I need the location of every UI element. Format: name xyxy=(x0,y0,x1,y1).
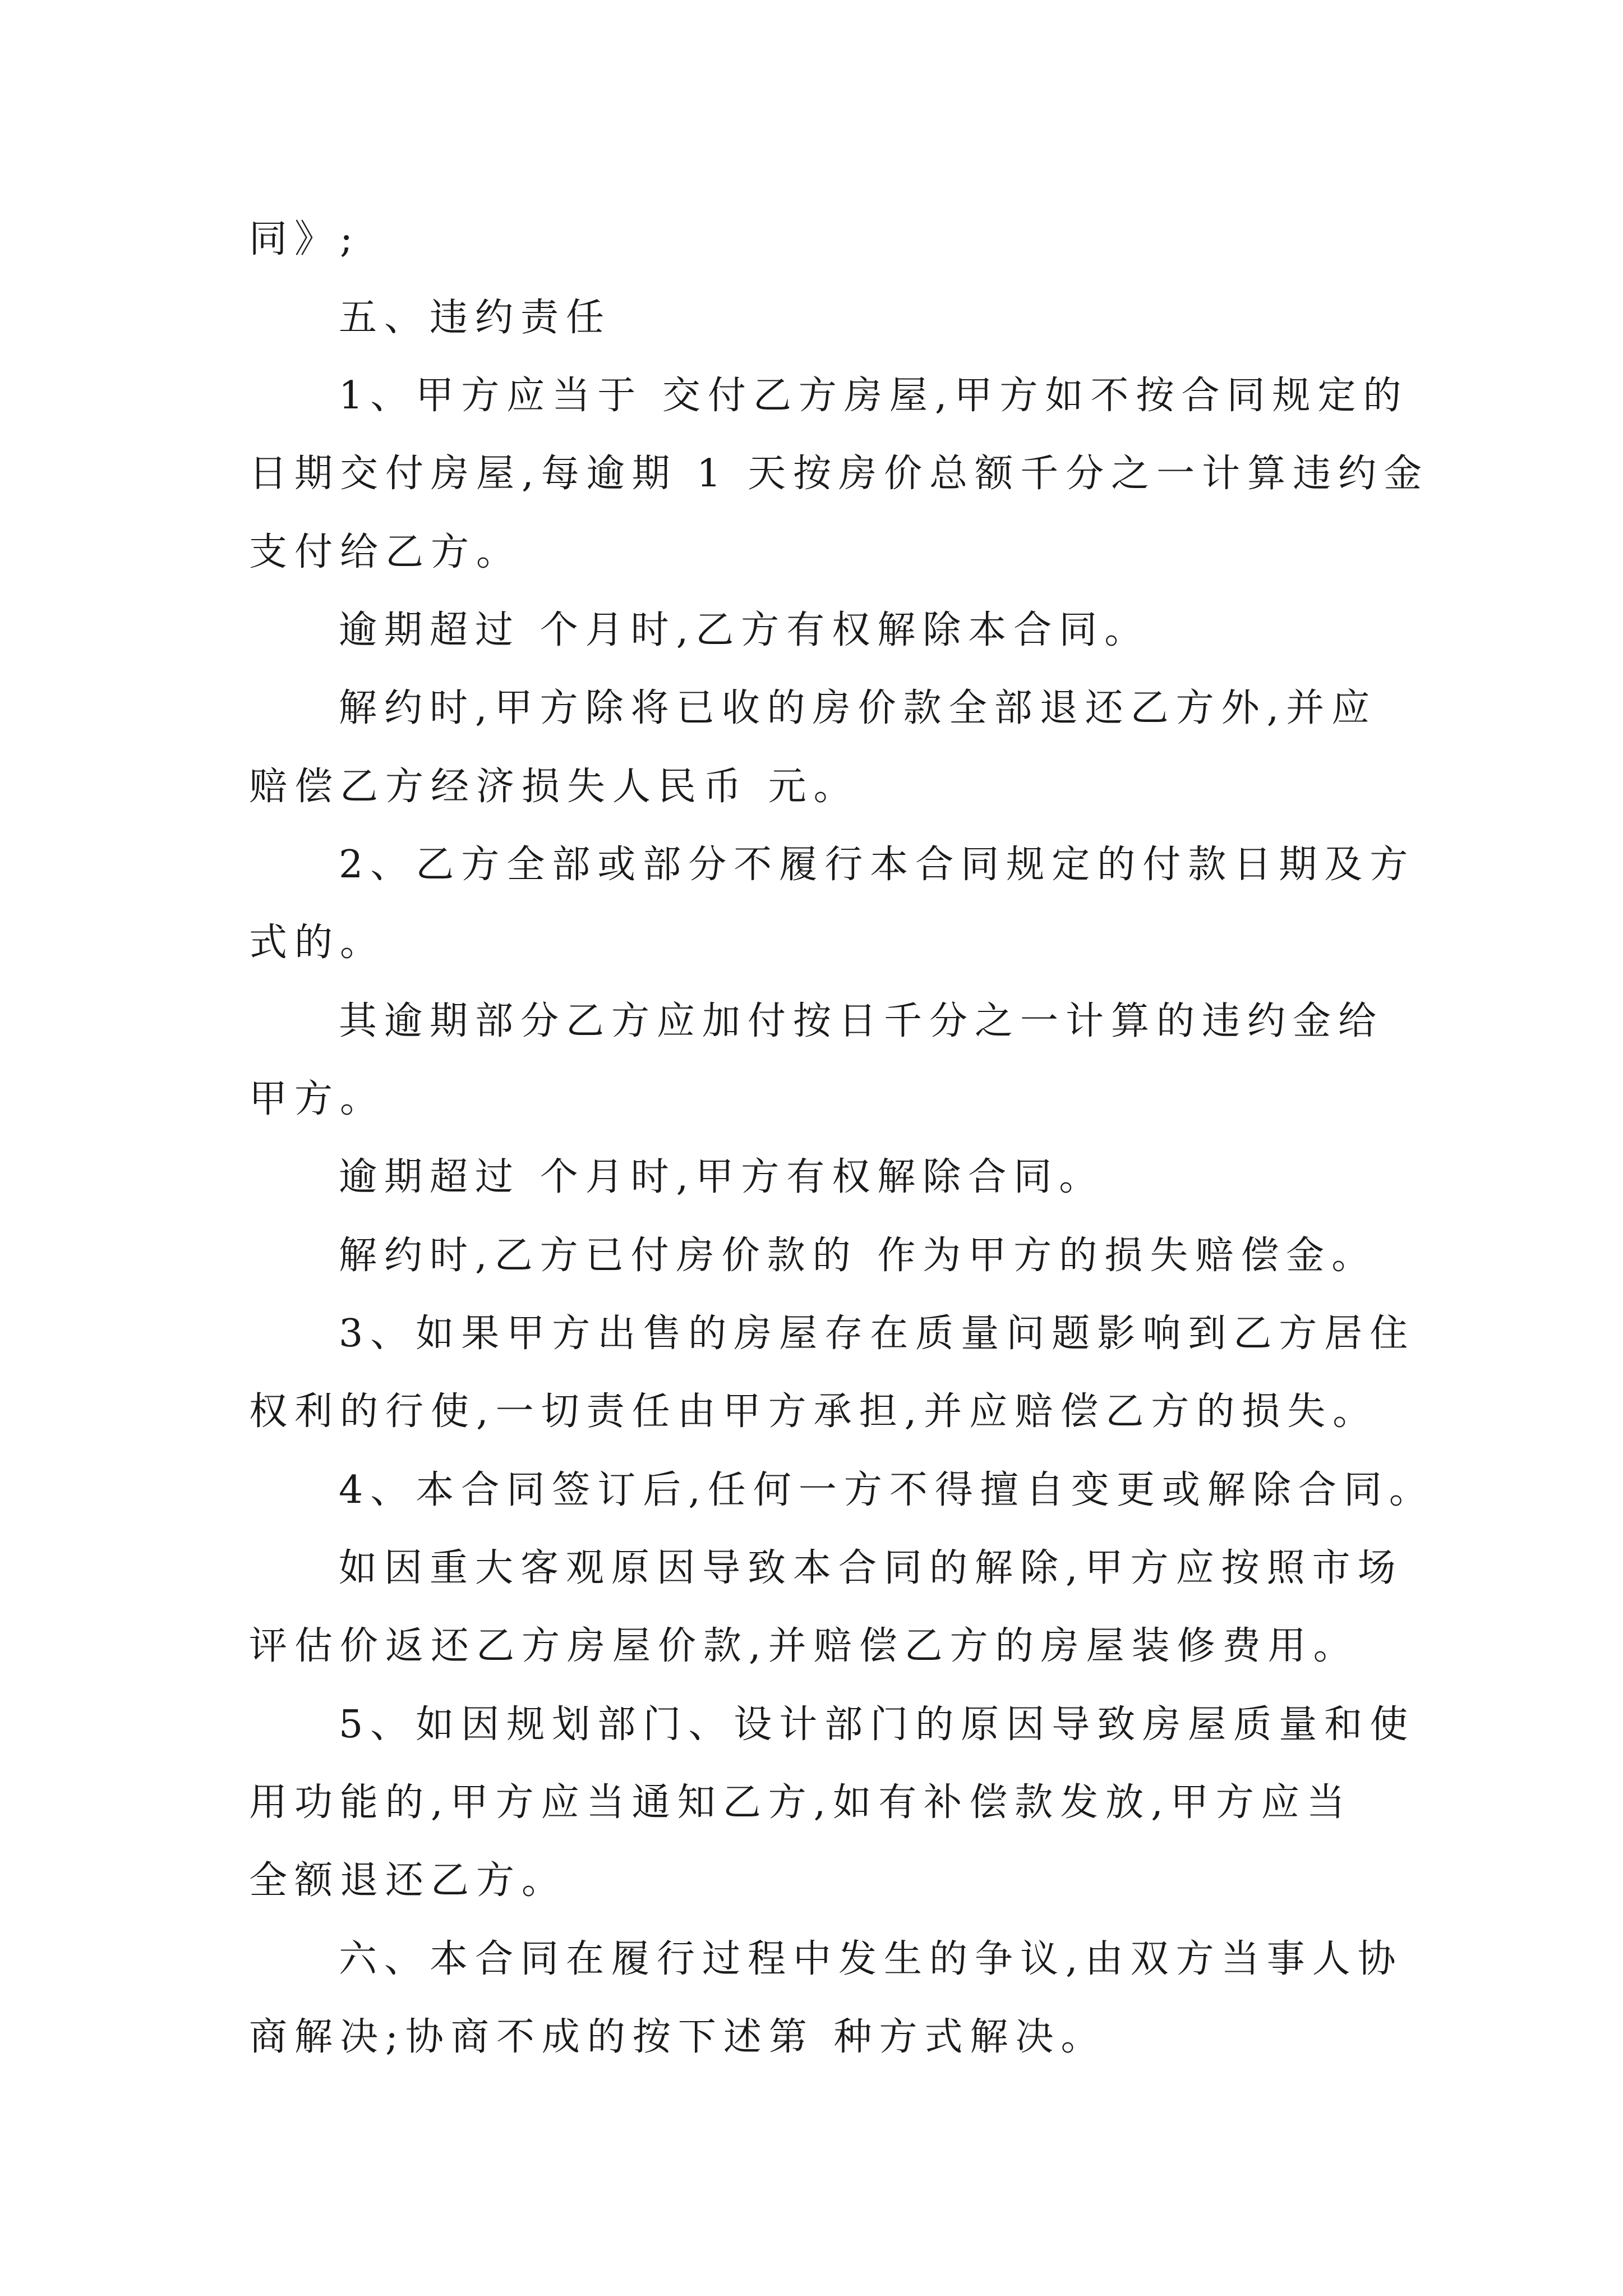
text-line-14: 解约时,乙方已付房价款的 作为甲方的损失赔偿金。 xyxy=(339,1234,1377,1278)
text-line-15: 3、如果甲方出售的房屋存在质量问题影响到乙方居住 xyxy=(339,1312,1415,1356)
text-line-6: 逾期超过 个月时,乙方有权解除本合同。 xyxy=(339,608,1150,652)
text-line-3: 1、甲方应当于 交付乙方房屋,甲方如不按合同规定的 xyxy=(339,374,1409,418)
text-line-19: 评估价返还乙方房屋价款,并赔偿乙方的房屋装修费用。 xyxy=(249,1624,1359,1668)
text-line-22: 全额退还乙方。 xyxy=(249,1858,568,1903)
section-heading-liability: 五、违约责任 xyxy=(339,296,612,340)
text-line-16: 权利的行使,一切责任由甲方承担,并应赔偿乙方的损失。 xyxy=(249,1389,1378,1434)
text-line-13: 逾期超过 个月时,甲方有权解除合同。 xyxy=(339,1155,1105,1199)
text-line-18: 如因重大客观原因导致本合同的解除,甲方应按照市场 xyxy=(339,1546,1403,1590)
text-line-12: 甲方。 xyxy=(249,1077,386,1121)
text-line-20: 5、如因规划部门、设计部门的原因导致房屋质量和使 xyxy=(339,1703,1415,1747)
text-line-5: 支付给乙方。 xyxy=(249,530,522,574)
section-heading-dispute: 六、本合同在履行过程中发生的争议,由双方当事人协 xyxy=(339,1937,1403,1981)
text-line-9: 2、乙方全部或部分不履行本合同规定的付款日期及方 xyxy=(339,843,1415,887)
text-line-24: 商解决;协商不成的按下述第 种方式解决。 xyxy=(249,2015,1106,2059)
text-line-1: 同》; xyxy=(249,217,360,261)
text-line-8: 赔偿乙方经济损失人民币 元。 xyxy=(249,765,859,809)
text-line-10: 式的。 xyxy=(249,921,386,965)
text-line-4: 日期交付房屋,每逾期 1 天按房价总额千分之一计算违约金 xyxy=(249,452,1430,496)
text-line-17: 4、本合同签订后,任何一方不得擅自变更或解除合同。 xyxy=(339,1468,1435,1512)
text-line-11: 其逾期部分乙方应加付按日千分之一计算的违约金给 xyxy=(339,999,1384,1043)
text-line-21: 用功能的,甲方应当通知乙方,如有补偿款发放,甲方应当 xyxy=(249,1780,1352,1825)
text-line-7: 解约时,甲方除将已收的房价款全部退还乙方外,并应 xyxy=(339,686,1377,730)
